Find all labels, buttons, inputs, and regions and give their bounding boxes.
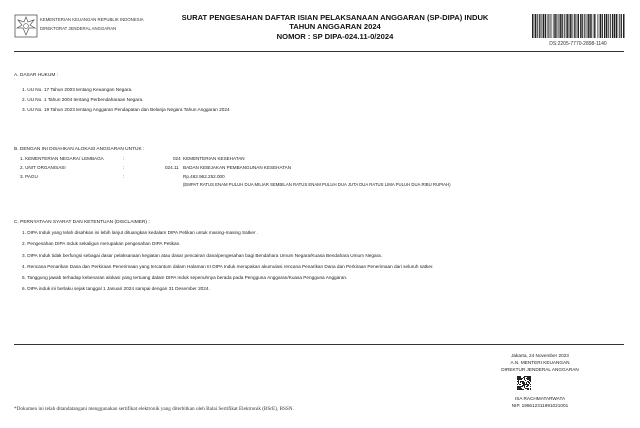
section-a-item: 1. UU No. 17 Tahun 2003 tentang Keuangan Negara. — [22, 87, 133, 92]
allocation-value: BADAN KEBIJAKAN PEMBANGUNAN KESEHATAN — [183, 165, 292, 170]
allocation-label: 2. UNIT ORGANISASI — [20, 165, 66, 170]
allocation-code: 024.11 — [165, 165, 179, 170]
allocation-label: 3. PAGU — [20, 174, 38, 179]
digital-signature-code: DS:2205-7770-2898-1140 — [549, 41, 607, 47]
section-a-item: 2. UU No. 1 Tahun 2004 tentang Perbendaharaan Negara. — [22, 97, 144, 102]
section-b-heading: B. DENGAN INI DISAHKAN ALOKASI ANGGARAN UNTUK : — [14, 147, 145, 152]
disclaimer-item: 3. DIPA Induk tidak berfungsi sebagai dasar pelaksanaan kegiatan atau dasar pencairan dana/pengesahan bagi Bendahara Umum Negara/Kuasa Bendahara Umum Negara. — [22, 253, 383, 258]
allocation-value: KEMENTERIAN KESEHATAN — [183, 156, 245, 161]
section-c-heading: C. PERNYATAAN SYARAT DAN KETENTUAN (DISCLAIMER) : — [14, 220, 150, 225]
ministry-name: KEMENTERIAN KEUANGAN REPUBLIK INDONESIA — [40, 17, 144, 22]
signer-name: ISA RACHMATARWATA — [514, 396, 566, 401]
signature-place-date: Jakarta, 24 November 2023 — [511, 353, 569, 358]
allocation-label: 1. KEMENTERIAN NEGARA/ LEMBAGA — [20, 156, 104, 161]
barcode-image — [531, 14, 625, 38]
allocation-colon: : — [123, 174, 125, 179]
signature-role: DIREKTUR JENDERAL ANGGARAN — [501, 367, 579, 372]
directorate-name: DIREKTORAT JENDERAL ANGGARAN — [40, 26, 117, 31]
disclaimer-item: 5. Tanggung jawab terhadap kebenaran alokasi yang tertuang dalam DIPA Induk sepenuhnya berada pada Pengguna Anggaran/Kuasa Pengguna Anggaran. — [22, 275, 348, 280]
header-divider — [14, 51, 624, 52]
pagu-amount: Rp.462.962.252.000 — [183, 174, 225, 179]
qr-code-icon — [517, 376, 531, 390]
fiscal-year-title: TAHUN ANGGARAN 2024 — [289, 22, 381, 31]
disclaimer-item: 2. Pengesahan DIPA Induk sekaligus merupakan pengesahan DIPA Petikan. — [22, 241, 181, 246]
disclaimer-item: 4. Rencana Penarikan Dana dan Perkiraan Penerimaan yang tercantum dalam Halaman III DIPA Induk merupakan akumulasi rencana Penarikan Dana dan Perkiraan Penerimaan dari seluruh satker. — [22, 264, 434, 269]
document-number: NOMOR : SP DIPA-024.11-0/2024 — [276, 32, 394, 41]
disclaimer-item: 1. DIPA Induk yang telah disahkan ini lebih lanjut dituangkan kedalam DIPA Petikan untuk masing-masing Satker . — [22, 230, 259, 235]
footer-note: *Dokumen ini telah ditandatangani menggunakan sertifikat elektronik yang diterbitkan oleh Balai Sertifikat Elektronik (BSrE), BSSN. — [14, 406, 294, 412]
document-title: SURAT PENGESAHAN DAFTAR ISIAN PELAKSANAAN ANGGARAN (SP-DIPA) INDUK — [181, 13, 489, 22]
pagu-in-words: (EMPAT RATUS ENAM PULUH DUA MILIAR SEMBILAN RATUS ENAM PULUH DUA JUTA DUA RATUS LIMA PULUH DUA RIBU RUPIAH) — [183, 182, 451, 187]
allocation-code: 024 — [173, 156, 181, 161]
signer-nip: NIP. 196612311991021001 — [511, 403, 569, 408]
section-a-item: 3. UU No. 19 Tahun 2023 tentang Anggaran Pendapatan dan Belanja Negara Tahun Anggaran 2024 — [22, 107, 230, 112]
section-a-heading: A. DASAR HUKUM : — [14, 73, 58, 78]
allocation-colon: : — [123, 156, 125, 161]
garuda-emblem-icon — [14, 14, 38, 38]
signature-divider — [14, 344, 624, 345]
signature-role: A.N. MENTERI KEUANGAN — [510, 360, 570, 365]
allocation-colon: : — [123, 165, 125, 170]
disclaimer-item: 6. DIPA induk ini berlaku sejak tanggal 1 Januari 2024 sampai dengan 31 Desember 2024. — [22, 286, 210, 291]
